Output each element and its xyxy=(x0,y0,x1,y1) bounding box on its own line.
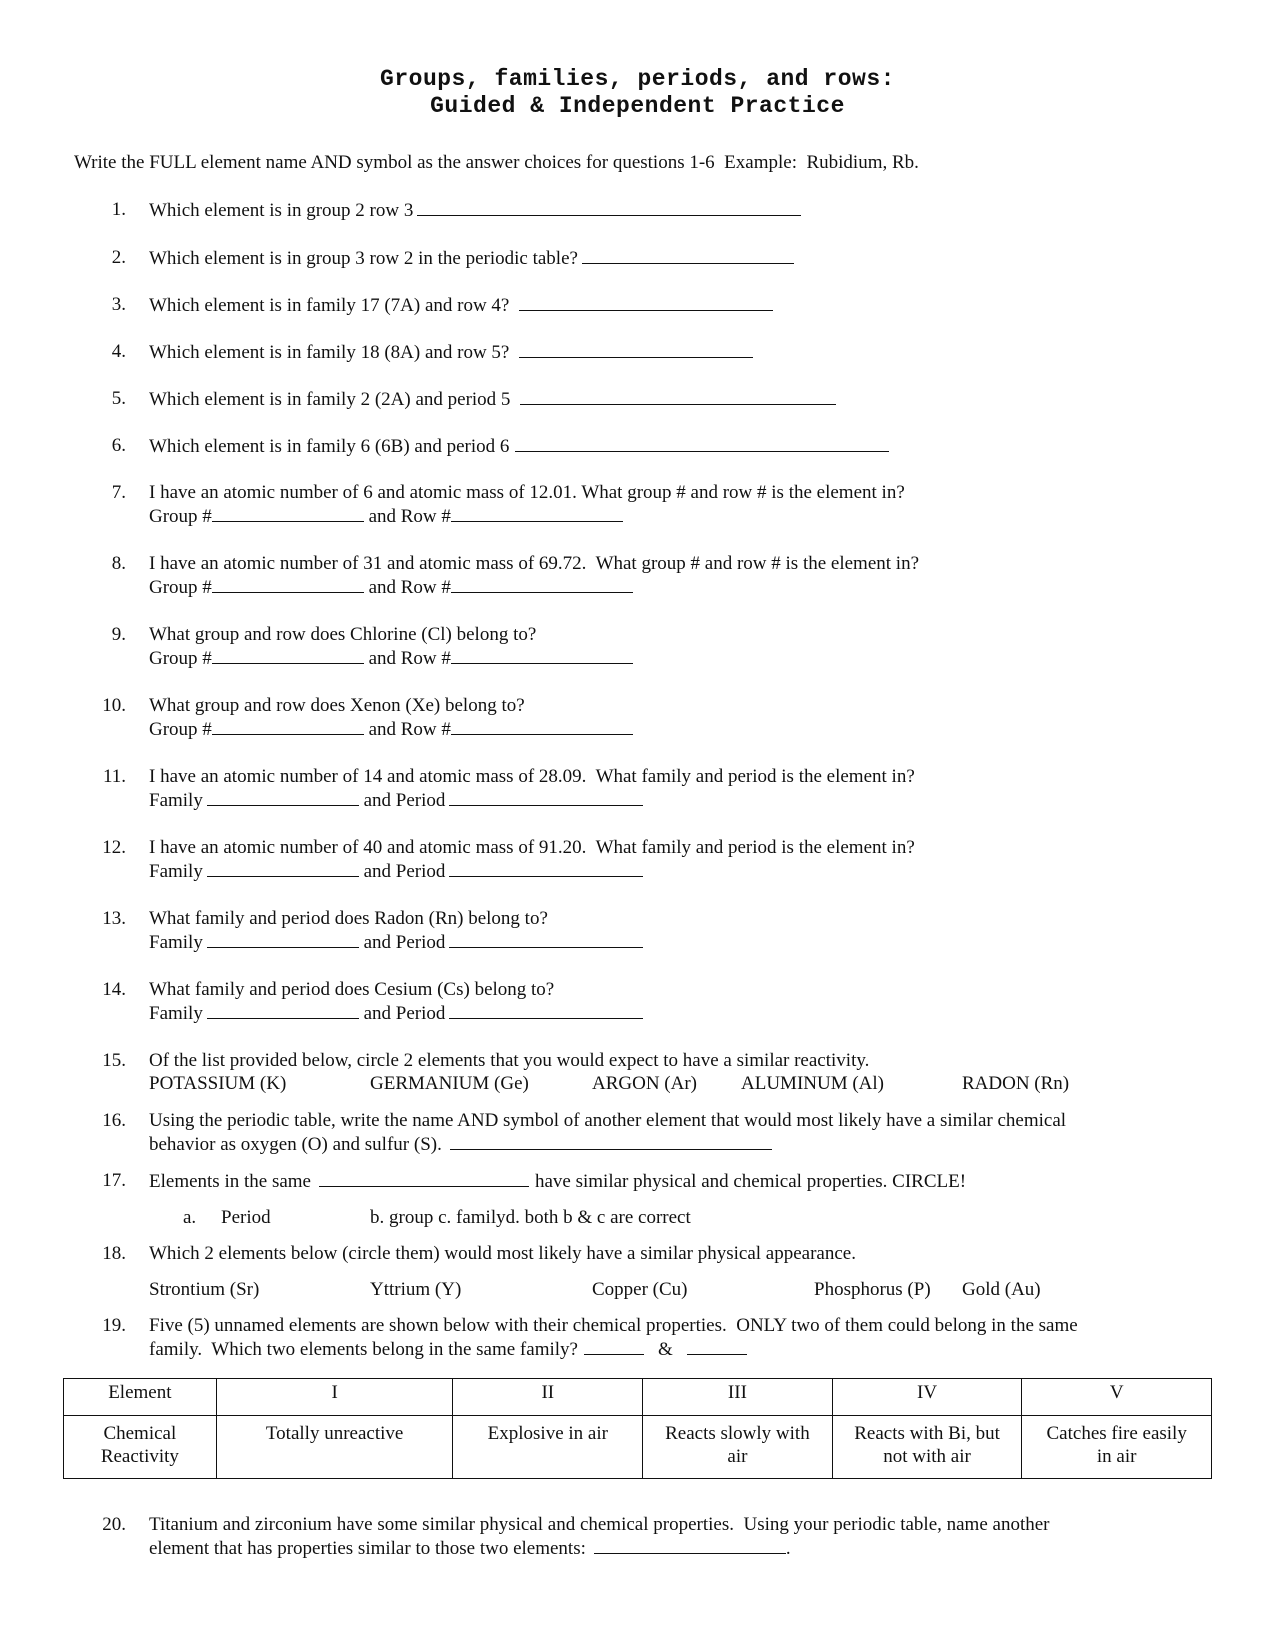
q8-row-blank[interactable] xyxy=(451,575,633,593)
q19-ampersand: & xyxy=(657,1339,673,1360)
q18-option-yttrium[interactable]: Yttrium (Y) xyxy=(370,1279,462,1300)
q3-text xyxy=(149,293,773,317)
q20-period-mark: . xyxy=(785,1538,791,1559)
q17-number: 17. xyxy=(102,1170,126,1191)
q5-text xyxy=(149,387,836,411)
row-label-line-1: Chemical xyxy=(103,1423,177,1444)
q17-text xyxy=(149,1169,966,1193)
cell-iv-line-1: Reacts with Bi, but xyxy=(854,1423,1000,1444)
row-label: and Row # xyxy=(368,506,451,527)
q9-group-blank[interactable] xyxy=(212,646,364,664)
q18-option-phosphorus[interactable]: Phosphorus (P) xyxy=(814,1279,931,1300)
q7-number: 7. xyxy=(111,482,126,503)
q15-text: Of the list provided below, circle 2 elements that you would expect to have a similar reactivity. xyxy=(149,1050,870,1071)
q19-number: 19. xyxy=(102,1315,126,1336)
q13-family-blank[interactable] xyxy=(207,930,359,948)
q2-answer-blank[interactable] xyxy=(582,246,794,264)
q10-text: What group and row does Xenon (Xe) belong to? xyxy=(149,695,525,716)
q5-answer-blank[interactable] xyxy=(520,387,836,405)
q8-answer-line xyxy=(149,575,633,599)
table-header-element: Element xyxy=(64,1379,217,1416)
reactivity-table xyxy=(63,1378,1212,1479)
q19-text-end: family. Which two elements belong in the same family? xyxy=(149,1339,578,1360)
q17-before: Elements in the same xyxy=(149,1171,311,1192)
family-label: Family xyxy=(149,790,203,811)
q5-question: Which element is in family 2 (2A) and period 5 xyxy=(149,389,511,410)
table-cell-ii xyxy=(453,1416,643,1479)
q15-option-argon[interactable]: ARGON (Ar) xyxy=(592,1073,698,1094)
q13-period-blank[interactable] xyxy=(449,930,643,948)
q15-option-germanium[interactable]: GERMANIUM (Ge) xyxy=(370,1073,529,1094)
q3-number: 3. xyxy=(111,294,126,315)
cell-ii-line-1: Explosive in air xyxy=(487,1423,608,1444)
q7-answer-line xyxy=(149,504,623,528)
q11-period-blank[interactable] xyxy=(449,788,643,806)
q18-option-copper[interactable]: Copper (Cu) xyxy=(592,1279,688,1300)
q1-question: Which element is in group 2 row 3 xyxy=(149,200,414,221)
table-header-i: I xyxy=(216,1379,453,1416)
q10-group-blank[interactable] xyxy=(212,717,364,735)
q20-line-1: Titanium and zirconium have some similar physical and chemical properties. Using your periodic table, name another xyxy=(149,1514,1050,1535)
cell-i-line-1: Totally unreactive xyxy=(265,1423,404,1444)
title-line-2: Guided & Independent Practice xyxy=(430,93,845,119)
q6-answer-blank[interactable] xyxy=(515,434,889,452)
q15-option-potassium[interactable]: POTASSIUM (K) xyxy=(149,1073,287,1094)
q7-text: I have an atomic number of 6 and atomic mass of 12.01. What group # and row # is the element in? xyxy=(149,482,905,503)
q9-row-blank[interactable] xyxy=(451,646,633,664)
q11-text: I have an atomic number of 14 and atomic mass of 28.09. What family and period is the element in? xyxy=(149,766,915,787)
q3-question: Which element is in family 17 (7A) and row 4? xyxy=(149,295,510,316)
family-label: Family xyxy=(149,932,203,953)
family-label: Family xyxy=(149,1003,203,1024)
group-label: Group # xyxy=(149,506,212,527)
q3-answer-blank[interactable] xyxy=(519,293,773,311)
q17-option-period[interactable]: Period xyxy=(221,1207,271,1228)
q6-number: 6. xyxy=(111,435,126,456)
q10-number: 10. xyxy=(102,695,126,716)
q14-number: 14. xyxy=(102,979,126,1000)
q11-family-blank[interactable] xyxy=(207,788,359,806)
q1-answer-blank[interactable] xyxy=(417,198,801,216)
q1-text xyxy=(149,198,801,222)
table-row-label xyxy=(64,1416,217,1479)
q2-number: 2. xyxy=(111,247,126,268)
q9-answer-line xyxy=(149,646,633,670)
q8-number: 8. xyxy=(111,553,126,574)
q9-number: 9. xyxy=(111,624,126,645)
table-header-ii: II xyxy=(453,1379,643,1416)
q19-answer-blank-2[interactable] xyxy=(687,1337,747,1355)
table-row xyxy=(64,1416,1212,1479)
table-header-v: V xyxy=(1022,1379,1212,1416)
q4-answer-blank[interactable] xyxy=(519,340,753,358)
q7-group-blank[interactable] xyxy=(212,504,364,522)
cell-iii-line-2: air xyxy=(727,1446,748,1467)
q6-question: Which element is in family 6 (6B) and period 6 xyxy=(149,436,510,457)
title-line-1: Groups, families, periods, and rows: xyxy=(380,66,895,92)
row-label-line-2: Reactivity xyxy=(100,1446,179,1467)
q13-text: What family and period does Radon (Rn) belong to? xyxy=(149,908,548,929)
q18-number: 18. xyxy=(102,1243,126,1264)
q8-text: I have an atomic number of 31 and atomic mass of 69.72. What group # and row # is the element in? xyxy=(149,553,920,574)
q12-number: 12. xyxy=(102,837,126,858)
q20-number: 20. xyxy=(102,1514,126,1535)
table-cell-v xyxy=(1022,1416,1212,1479)
period-label: and Period xyxy=(363,932,446,953)
q6-text xyxy=(149,434,889,458)
q14-text: What family and period does Cesium (Cs) belong to? xyxy=(149,979,555,1000)
q12-text: I have an atomic number of 40 and atomic mass of 91.20. What family and period is the element in? xyxy=(149,837,915,858)
q15-option-radon[interactable]: RADON (Rn) xyxy=(962,1073,1070,1094)
q18-option-gold[interactable]: Gold (Au) xyxy=(962,1279,1041,1300)
row-label: and Row # xyxy=(368,577,451,598)
instructions: Write the FULL element name AND symbol as the answer choices for questions 1-6 Example: Rubidium, Rb. xyxy=(74,152,919,173)
q2-text xyxy=(149,246,794,270)
q14-answer-line xyxy=(149,1001,643,1025)
table-header-row xyxy=(64,1379,1212,1416)
q10-row-blank[interactable] xyxy=(451,717,633,735)
q17-answer-blank[interactable] xyxy=(319,1169,529,1187)
q16-line-2 xyxy=(149,1132,772,1156)
q1-number: 1. xyxy=(111,199,126,220)
q17-options-rest[interactable]: b. group c. familyd. both b & c are correct xyxy=(370,1207,691,1228)
q4-number: 4. xyxy=(111,341,126,362)
cell-iii-line-1: Reacts slowly with xyxy=(665,1423,810,1444)
q16-number: 16. xyxy=(102,1110,126,1131)
q17-option-a-letter: a. xyxy=(183,1207,197,1228)
q2-question: Which element is in group 3 row 2 in the periodic table? xyxy=(149,248,578,269)
cell-v-line-1: Catches fire easily xyxy=(1046,1423,1187,1444)
period-label: and Period xyxy=(363,1003,446,1024)
q13-number: 13. xyxy=(102,908,126,929)
q18-option-strontium[interactable]: Strontium (Sr) xyxy=(149,1279,260,1300)
q20-text-end: element that has properties similar to those two elements: xyxy=(149,1538,586,1559)
q14-period-blank[interactable] xyxy=(449,1001,643,1019)
table-cell-iv xyxy=(832,1416,1022,1479)
group-label: Group # xyxy=(149,577,212,598)
q9-text: What group and row does Chlorine (Cl) belong to? xyxy=(149,624,537,645)
cell-iv-line-2: not with air xyxy=(883,1446,971,1467)
q15-option-aluminum[interactable]: ALUMINUM (Al) xyxy=(741,1073,885,1094)
q13-answer-line xyxy=(149,930,643,954)
table-cell-i xyxy=(216,1416,453,1479)
q17-after: have similar physical and chemical properties. CIRCLE! xyxy=(534,1171,967,1192)
row-label: and Row # xyxy=(368,719,451,740)
q12-period-blank[interactable] xyxy=(449,859,643,877)
group-label: Group # xyxy=(149,648,212,669)
q15-number: 15. xyxy=(102,1050,126,1071)
q19-line-2 xyxy=(149,1337,747,1361)
q20-answer-blank[interactable] xyxy=(594,1536,786,1554)
q19-line-1: Five (5) unnamed elements are shown below with their chemical properties. ONLY two of them could belong in the same xyxy=(149,1315,1078,1336)
q14-family-blank[interactable] xyxy=(207,1001,359,1019)
q7-row-blank[interactable] xyxy=(451,504,623,522)
row-label: and Row # xyxy=(368,648,451,669)
q8-group-blank[interactable] xyxy=(212,575,364,593)
q16-line-1: Using the periodic table, write the name AND symbol of another element that would most likely have a similar chemical xyxy=(149,1110,1067,1131)
q10-answer-line xyxy=(149,717,633,741)
q12-answer-line xyxy=(149,859,643,883)
q16-text-end: behavior as oxygen (O) and sulfur (S). xyxy=(149,1134,442,1155)
table-header-iii: III xyxy=(643,1379,833,1416)
q20-line-2 xyxy=(149,1536,791,1560)
q11-number: 11. xyxy=(102,766,126,787)
q19-answer-blank-1[interactable] xyxy=(584,1337,644,1355)
family-label: Family xyxy=(149,861,203,882)
cell-v-line-2: in air xyxy=(1096,1446,1137,1467)
q4-question: Which element is in family 18 (8A) and row 5? xyxy=(149,342,510,363)
period-label: and Period xyxy=(363,790,446,811)
table-cell-iii xyxy=(643,1416,833,1479)
q16-answer-blank[interactable] xyxy=(450,1132,772,1150)
q11-answer-line xyxy=(149,788,643,812)
q5-number: 5. xyxy=(111,388,126,409)
period-label: and Period xyxy=(363,861,446,882)
q4-text xyxy=(149,340,753,364)
table-header-iv: IV xyxy=(832,1379,1022,1416)
q18-text: Which 2 elements below (circle them) would most likely have a similar physical appearance. xyxy=(149,1243,856,1264)
group-label: Group # xyxy=(149,719,212,740)
q12-family-blank[interactable] xyxy=(207,859,359,877)
